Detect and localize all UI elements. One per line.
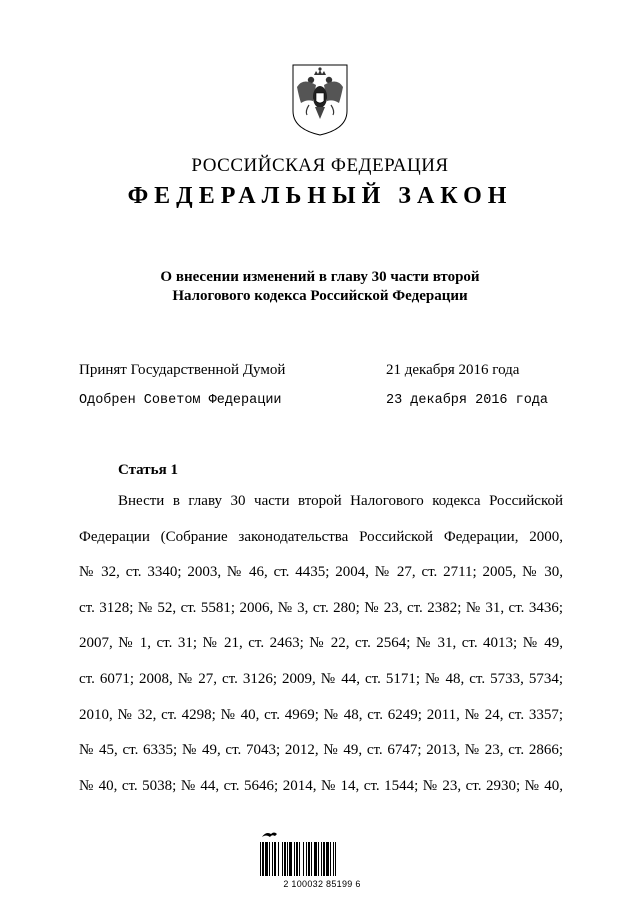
article-line: Федерации (Собрание законодательства Российской Федерации, 2000, bbox=[79, 528, 563, 545]
article-line: № 32, ст. 3340; 2003, № 46, ст. 4435; 2004, № 27, ст. 2711; 2005, № 30, bbox=[79, 564, 563, 581]
barcode-number: 2 100032 85199 6 bbox=[283, 879, 361, 889]
barcode-icon bbox=[256, 828, 388, 878]
article-line: 2007, № 1, ст. 31; № 21, ст. 2463; № 22, ст. 2564; № 31, ст. 4013; № 49, bbox=[79, 635, 563, 652]
barcode-bar bbox=[269, 842, 270, 876]
article-line: ст. 3128; № 52, ст. 5581; 2006, № 3, ст. 280; № 23, ст. 2382; № 31, ст. 3436; bbox=[79, 599, 563, 616]
barcode-bar bbox=[311, 842, 312, 876]
article-line: ст. 6071; 2008, № 27, ст. 3126; 2009, № 44, ст. 5171; № 48, ст. 5733, 5734; bbox=[79, 670, 563, 687]
barcode-bar bbox=[294, 842, 295, 876]
barcode-bar bbox=[299, 842, 300, 876]
barcode-bar bbox=[303, 842, 304, 876]
adopted-duma-label: Принят Государственной Думой bbox=[79, 362, 286, 378]
barcode-bar bbox=[330, 842, 331, 876]
barcode-bar bbox=[323, 842, 325, 876]
barcode-bar bbox=[284, 842, 286, 876]
article-line: № 40, ст. 5038; № 44, ст. 5646; 2014, № 14, ст. 1544; № 23, ст. 2930; № 40, bbox=[79, 777, 563, 794]
law-title-line-1: О внесении изменений в главу 30 части второй bbox=[160, 269, 480, 285]
country-name: РОССИЙСКАЯ ФЕДЕРАЦИЯ bbox=[191, 155, 449, 176]
barcode-bar bbox=[260, 842, 261, 876]
law-title bbox=[0, 268, 640, 306]
approved-council-date: 23 декабря 2016 года bbox=[386, 393, 549, 408]
barcode-bar bbox=[274, 842, 276, 876]
document-type: ФЕДЕРАЛЬНЫЙ ЗАКОН bbox=[127, 183, 513, 209]
article-line: Внести в главу 30 части второй Налогового кодекса Российской bbox=[118, 493, 563, 509]
approved-council-label: Одобрен Советом Федерации bbox=[79, 393, 282, 408]
barcode-bar bbox=[262, 842, 264, 876]
barcode-bar bbox=[289, 842, 292, 876]
state-emblem-icon bbox=[289, 63, 351, 137]
barcode-bar bbox=[326, 842, 329, 876]
barcode-bar bbox=[265, 842, 268, 876]
adopted-duma-date: 21 декабря 2016 года bbox=[386, 362, 520, 378]
barcode bbox=[256, 828, 388, 892]
article-text bbox=[79, 484, 563, 804]
article-heading: Статья 1 bbox=[118, 462, 178, 478]
law-title-line-2: Налогового кодекса Российской Федерации bbox=[172, 288, 468, 304]
barcode-bar bbox=[287, 842, 288, 876]
article-line: 2010, № 32, ст. 4298; № 40, ст. 4969; № 48, ст. 6249; 2011, № 24, ст. 3357; bbox=[79, 706, 563, 723]
barcode-bar bbox=[272, 842, 273, 876]
barcode-bar bbox=[278, 842, 279, 876]
article-line: № 45, ст. 6335; № 49, ст. 7043; 2012, № 49, ст. 6747; 2013, № 23, ст. 2866; bbox=[79, 742, 563, 759]
barcode-bar bbox=[306, 842, 307, 876]
barcode-bar bbox=[308, 842, 310, 876]
barcode-bar bbox=[335, 842, 336, 876]
barcode-bar bbox=[321, 842, 322, 876]
barcode-bar bbox=[282, 842, 283, 876]
barcode-bar bbox=[314, 842, 317, 876]
barcode-bar bbox=[333, 842, 334, 876]
barcode-bar bbox=[296, 842, 298, 876]
barcode-bar bbox=[318, 842, 319, 876]
